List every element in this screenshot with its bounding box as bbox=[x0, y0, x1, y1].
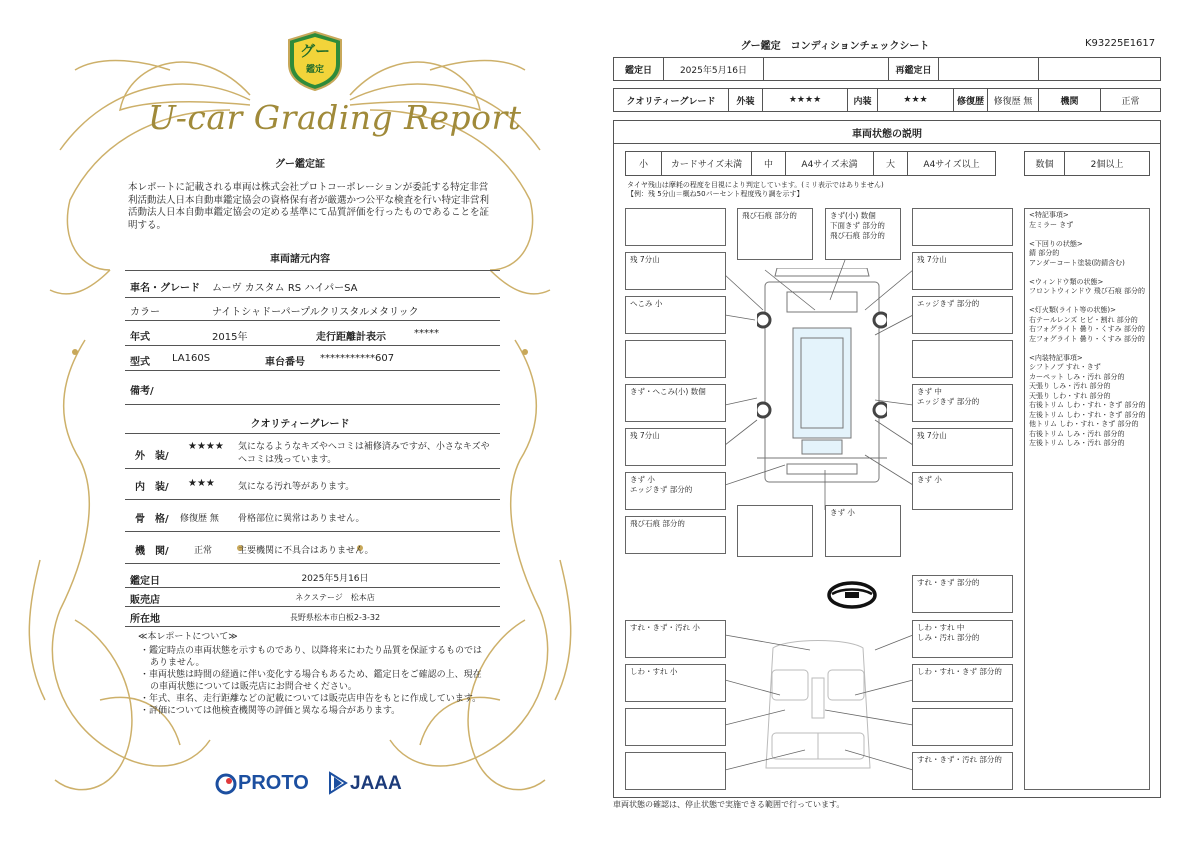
about-item: ・鑑定時点の車両状態を示すものであり、以降将来にわたり品質を保証するものではありません。 bbox=[140, 646, 483, 668]
mileage-value: ***** bbox=[414, 328, 439, 339]
certificate-title: グー鑑定証 bbox=[275, 159, 325, 170]
proto-logo-text: PROTO bbox=[238, 772, 309, 794]
address-value: 長野県松本市白板2-3-32 bbox=[289, 613, 381, 622]
int-value-cell: ★★★ bbox=[878, 89, 954, 111]
report-script-title: U-car Grading Report bbox=[148, 98, 522, 137]
count-legend: 数個 2個以上 bbox=[1024, 151, 1150, 176]
badge-bottom-text: 鑑定 bbox=[305, 65, 324, 75]
repair-label-cell: 修復歴 bbox=[954, 89, 988, 111]
ext-value-cell: ★★★★ bbox=[763, 89, 848, 111]
ext-label-cell: 外装 bbox=[729, 89, 763, 111]
frame-text: 骨格部位に異常はありません。 bbox=[238, 514, 365, 524]
frame-label: 骨 格/ bbox=[135, 514, 169, 525]
engine-label: 機 関/ bbox=[135, 546, 169, 557]
inspection-date-value: 2025年5月16日 bbox=[301, 574, 369, 584]
jaaa-logo-icon bbox=[328, 771, 348, 795]
remarks-label: 備考/ bbox=[130, 386, 154, 397]
qg-label-cell: クオリティーグレード bbox=[614, 89, 729, 111]
badge-top-text: グー bbox=[299, 42, 330, 60]
note-right-2: エッジきず 部分的 bbox=[912, 296, 1013, 334]
note-front-right-tire: 残 7分山 bbox=[912, 252, 1013, 290]
engine-label-cell: 機関 bbox=[1039, 89, 1101, 111]
frame-value: 修復歴 無 bbox=[180, 514, 219, 524]
exterior-stars: ★★★★ bbox=[188, 441, 224, 452]
chassis-value: ***********607 bbox=[320, 353, 395, 364]
color-value: ナイトシャドーパープルクリスタルメタリック bbox=[212, 307, 419, 318]
reinspection-label-cell: 再鑑定日 bbox=[889, 58, 939, 80]
about-title: ≪本レポートについて≫ bbox=[138, 632, 238, 642]
engine-value: 正常 bbox=[194, 546, 213, 556]
address-label: 所在地 bbox=[130, 614, 160, 625]
about-item: ・評価については他検査機関等の評価と異なる場合があります。 bbox=[140, 706, 401, 716]
engine-text: 主要機関に不具合はありません。 bbox=[238, 546, 374, 556]
note-box bbox=[625, 752, 726, 790]
quality-grade-row bbox=[613, 88, 1161, 112]
shop-value: ネクステージ 松本店 bbox=[295, 593, 375, 602]
note-box bbox=[625, 340, 726, 378]
model-value: LA160S bbox=[172, 353, 211, 364]
certificate-intro: 本レポートに記載される車両は株式会社プロトコーポレーションが委託する特定非営利活動法人日本自動車鑑定協会の資格保有者が厳選かつ公平な検査を行い特定非営利活動法人日本自動車鑑定協会の定める基準にて品質評価を行ったものであることを証明する。 bbox=[128, 182, 490, 231]
interior-text: 気になる汚れ等があります。 bbox=[238, 482, 355, 492]
note-rear-right-tire: 残 7分山 bbox=[912, 428, 1013, 466]
shop-label: 販売店 bbox=[130, 595, 160, 606]
interior-stars: ★★★ bbox=[188, 478, 215, 489]
jaaa-logo-text: JAAA bbox=[350, 773, 402, 794]
note-left-2: へこみ 小 bbox=[625, 296, 726, 334]
note-bottom-2: きず 小 bbox=[825, 505, 901, 557]
note-left-4: きず・へこみ(小) 数個 bbox=[625, 384, 726, 422]
note-left-7: 飛び石痕 部分的 bbox=[625, 516, 726, 554]
note-steering: すれ・きず 部分的 bbox=[912, 575, 1013, 613]
proto-logo-icon bbox=[215, 773, 237, 795]
note-front-left-tire: 残 7分山 bbox=[625, 252, 726, 290]
inspection-date-label: 鑑定日 bbox=[130, 576, 160, 587]
note-box bbox=[912, 208, 1013, 246]
date-label-cell: 鑑定日 bbox=[614, 58, 664, 80]
note-right-6: きず 小 bbox=[912, 472, 1013, 510]
about-item: ・車両状態は時間の経過に伴い変化する場合もあるため、鑑定日をご確認の上、現在の車両状態については販売店にお問合せください。 bbox=[140, 670, 482, 692]
note-box bbox=[737, 505, 813, 557]
tire-note-1: タイヤ残山は摩耗の程度を目視により判定しています。(ミリ表示ではありません) bbox=[627, 181, 884, 189]
note-interior-left-2: しわ・すれ 小 bbox=[625, 664, 726, 702]
date-value-cell: 2025年5月16日 bbox=[664, 58, 764, 80]
condition-section-title: 車両状態の説明 bbox=[852, 129, 922, 140]
note-box bbox=[625, 208, 726, 246]
interior-label: 内 装/ bbox=[135, 482, 169, 493]
note-box bbox=[912, 340, 1013, 378]
note-interior-right-4: すれ・きず・汚れ 部分的 bbox=[912, 752, 1013, 790]
about-item: ・年式、車名、走行距離などの記載については販売店申告をもとに作成しています。 bbox=[140, 694, 482, 704]
quality-section-title: クオリティーグレード bbox=[250, 419, 350, 430]
note-box bbox=[912, 708, 1013, 746]
int-label-cell: 内装 bbox=[848, 89, 878, 111]
engine-value-cell: 正常 bbox=[1121, 96, 1140, 107]
inspection-date-row bbox=[613, 57, 1161, 81]
car-name-value: ムーヴ カスタム RS ハイパーSA bbox=[212, 283, 358, 294]
mileage-label: 走行距離計表示 bbox=[316, 332, 386, 343]
exterior-text: 気になるようなキズやヘコミは補修済みですが、小さなキズやヘコミは残っています。 bbox=[238, 442, 490, 465]
car-name-label: 車名・グレード bbox=[130, 283, 200, 294]
note-box bbox=[625, 708, 726, 746]
color-label: カラー bbox=[130, 307, 160, 318]
exterior-label: 外 装/ bbox=[135, 451, 169, 462]
note-interior-right-2: しわ・すれ・きず 部分的 bbox=[912, 664, 1013, 702]
note-top-2: きず(小) 数個 下面きず 部分的 飛び石痕 部分的 bbox=[825, 208, 901, 260]
size-legend: 小 カードサイズ未満 中 A4サイズ未満 大 A4サイズ以上 bbox=[625, 151, 996, 176]
sheet-footer: 車両状態の確認は、停止状態で実施できる範囲で行っています。 bbox=[613, 800, 845, 809]
repair-value-cell: 修復歴 無 bbox=[988, 89, 1039, 111]
note-right-4: きず 中 エッジきず 部分的 bbox=[912, 384, 1013, 422]
sheet-title: グー鑑定 コンディションチェックシート bbox=[740, 41, 930, 52]
note-top-1: 飛び石痕 部分的 bbox=[737, 208, 813, 260]
about-list bbox=[140, 645, 490, 717]
steering-wheel-icon bbox=[826, 580, 878, 610]
special-notes-panel: <特記事項> 左ミラー きず <下回りの状態> 錆 部分的 アンダーコート塗装(防錆含む) <ウィンドウ類の状態> フロントウィンドウ 飛び石痕 部分的 <灯火類(ライト等の状態)> 右テールレンズ ヒビ・割れ 部分的 右フォグライト 曇り・くすみ 部分的 左フォグライト 曇り・くすみ 部分的 <内装特記事項> シフトノブ すれ・きず カーペット しみ・汚れ 部分的 天張り しみ・汚れ 部分的 天張り しわ・すれ 部分的 右後トリム しわ・すれ・きず 部分的 左後トリム しわ・すれ・きず 部分的 他トリム しわ・すれ・きず 部分的 右後トリム しみ・汚れ 部分的 左後トリム しみ・汚れ 部分的 bbox=[1024, 208, 1150, 790]
chassis-label: 車台番号 bbox=[265, 357, 305, 368]
year-label: 年式 bbox=[130, 332, 150, 343]
spec-section-title: 車両諸元内容 bbox=[270, 254, 330, 265]
year-value: 2015年 bbox=[212, 332, 248, 343]
note-left-6: きず 小 エッジきず 部分的 bbox=[625, 472, 726, 510]
note-interior-left-1: すれ・きず・汚れ 小 bbox=[625, 620, 726, 658]
note-rear-left-tire: 残 7分山 bbox=[625, 428, 726, 466]
note-interior-right-1: しわ・すれ 中 しみ・汚れ 部分的 bbox=[912, 620, 1013, 658]
sheet-code: K93225E1617 bbox=[1085, 38, 1156, 49]
model-label: 型式 bbox=[130, 357, 150, 368]
tire-note-2: 【例：残 5分山＝概ね50パーセント程度残り調を示す】 bbox=[627, 190, 804, 198]
